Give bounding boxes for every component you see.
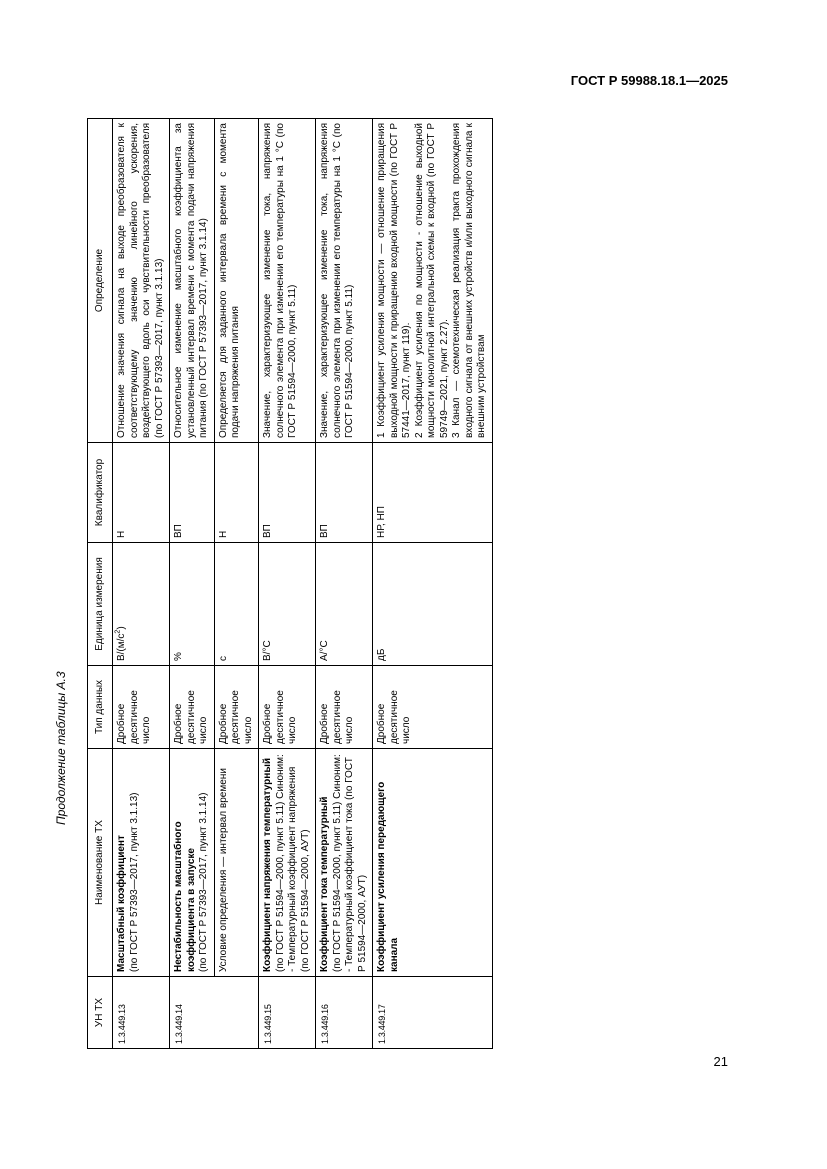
table-header-row bbox=[88, 119, 113, 1049]
row-name-rest: (по ГОСТ Р 57393—2017, пункт 3.1.14) bbox=[198, 792, 209, 972]
table-row bbox=[113, 119, 170, 1049]
table-row bbox=[170, 119, 215, 1049]
row-name bbox=[316, 749, 373, 977]
row-name-rest: (по ГОСТ Р 57393—2017, пункт 3.1.13) bbox=[128, 792, 140, 972]
row-name bbox=[113, 749, 170, 977]
page-number: 21 bbox=[713, 1054, 728, 1069]
row-unit: В/°С bbox=[259, 543, 316, 666]
definition-line: 1 Коэффициент усиления мощности — отношение приращения выходной мощности к приращению входной мощности (по ГОСТ Р 57441—2017, пункт 119). bbox=[376, 123, 412, 438]
row-name bbox=[259, 749, 316, 977]
row-unit-base: В/(м/с bbox=[116, 633, 127, 661]
row-name-bold: Коэффициент напряжения температурный bbox=[262, 757, 273, 972]
row-qualifier: НР, НП bbox=[373, 443, 493, 543]
row-definition: Относительное изменение масштабного коэффициента за установленный интервал времени с момента подачи напряжения питания (по ГОСТ Р 57393—2017, пункт 3.1.14) bbox=[170, 119, 215, 443]
row-qualifier: ВП bbox=[170, 443, 215, 543]
table-row bbox=[259, 119, 316, 1049]
header-unit: Единица измерения bbox=[88, 543, 113, 666]
table-caption: Продолжение таблицы А.3 bbox=[54, 671, 68, 825]
row-name-rest: Условие определения — интервал времени bbox=[217, 768, 229, 972]
row-definition: Значение, характеризующее изменение тока, напряжения солнечного элемента при изменении его температуры на 1 °С (по ГОСТ Р 51594—2000, пункт 5.11) bbox=[259, 119, 316, 443]
header-definition: Определение bbox=[88, 119, 113, 443]
row-type: Дробное десятичное число bbox=[259, 666, 316, 749]
row-name-bold: Нестабильность масштабного коэффициента в запуске bbox=[173, 821, 197, 972]
row-qualifier: Н bbox=[113, 443, 170, 543]
row-code: 1.3.449.14 bbox=[170, 977, 259, 1049]
row-unit-end: ) bbox=[116, 626, 127, 630]
row-name bbox=[373, 749, 493, 977]
definition-line: 2 Коэффициент усиления по мощности - отношение выходной мощности монолитной интегральной схемы к входной (по ГОСТ Р 59749—2021, пункт 2.27). bbox=[413, 123, 450, 438]
row-unit: с bbox=[214, 543, 259, 666]
row-qualifier: ВП bbox=[259, 443, 316, 543]
row-name bbox=[170, 749, 215, 977]
row-unit: А/°С bbox=[316, 543, 373, 666]
header-name: Наименование ТХ bbox=[88, 749, 113, 977]
row-code: 1.3.449.17 bbox=[373, 977, 493, 1049]
row-qualifier: Н bbox=[214, 443, 259, 543]
definition-line: 3 Канал — схемотехническая реализация тракта прохождения входного сигнала от внешних устройств и/или выходного сигнала к внешним устройствам bbox=[451, 123, 487, 438]
header-qualifier: Квалификатор bbox=[88, 443, 113, 543]
row-name bbox=[214, 749, 259, 977]
row-name-bold: Коэффициент тока температурный bbox=[319, 796, 330, 972]
row-type: Дробное десятичное число bbox=[316, 666, 373, 749]
row-type: Дробное десятичное число bbox=[214, 666, 259, 749]
row-qualifier: ВП bbox=[316, 443, 373, 543]
row-unit: дБ bbox=[373, 543, 493, 666]
row-definition: Значение, характеризующее изменение тока, напряжения солнечного элемента при изменении его температуры на 1 °С (по ГОСТ Р 51594—2000, пункт 5.11) bbox=[316, 119, 373, 443]
row-code: 1.3.449.13 bbox=[113, 977, 170, 1049]
row-type: Дробное десятичное число bbox=[373, 666, 493, 749]
row-type: Дробное десятичное число bbox=[170, 666, 215, 749]
row-name-rest: (по ГОСТ Р 51594—2000, пункт 5.11) Синоним: - Температурный коэффициент тока (по ГОСТ Р 51594—2000, АУТ) bbox=[331, 754, 368, 972]
table-row bbox=[316, 119, 373, 1049]
table-row bbox=[214, 119, 259, 1049]
row-unit bbox=[113, 543, 170, 666]
table-row bbox=[373, 119, 493, 1049]
row-definition: Отношение значения сигнала на выходе преобразователя к соответствующему значению линейного ускорения, воздействующего вдоль оси чувствительности преобразователя (по ГОСТ Р 57393—2017, пункт 3.1.13) bbox=[113, 119, 170, 443]
row-definition: Определяется для заданного интервала времени с момента подачи напряжения питания bbox=[214, 119, 259, 443]
row-definition bbox=[373, 119, 493, 443]
header-type: Тип данных bbox=[88, 666, 113, 749]
row-code: 1.3.449.15 bbox=[259, 977, 316, 1049]
row-unit: % bbox=[170, 543, 215, 666]
row-unit-sup: 2 bbox=[114, 629, 122, 634]
row-code: 1.3.449.16 bbox=[316, 977, 373, 1049]
row-name-bold: Коэффициент усиления передающего канала bbox=[376, 781, 400, 972]
document-code: ГОСТ Р 59988.18.1—2025 bbox=[570, 73, 728, 88]
header-code: УН ТХ bbox=[88, 977, 113, 1049]
row-name-rest: (по ГОСТ Р 51594—2000, пункт 5.11) Синоним: - Температурный коэффициент напряжения (по ГОСТ Р 51594—2000, АУТ) bbox=[274, 754, 311, 972]
characteristics-table bbox=[87, 118, 493, 1049]
row-name-bold: Масштабный коэффициент bbox=[116, 835, 127, 972]
rotated-table bbox=[87, 119, 667, 1049]
row-type: Дробное десятичное число bbox=[113, 666, 170, 749]
